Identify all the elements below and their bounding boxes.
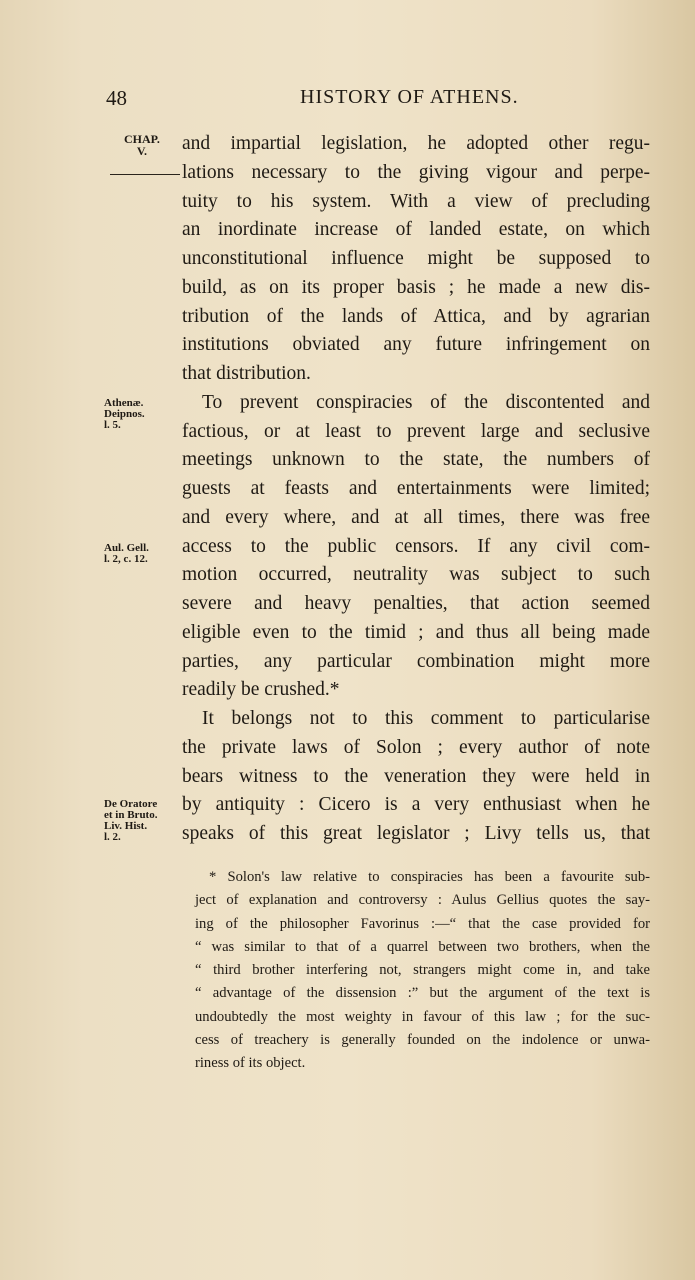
body-line: severe and heavy penalties, that action seemed xyxy=(182,593,650,614)
body-line: readily be crushed.* xyxy=(182,679,340,701)
body-line: unconstitutional influence might be supposed to xyxy=(182,248,650,269)
footnote-line: undoubtedly the most weighty in favour of this law ; for the suc- xyxy=(195,1008,650,1025)
body-line: factious, or at least to prevent large and seclusive xyxy=(182,420,650,442)
body-line: motion occurred, neutrality was subject to such xyxy=(182,564,650,586)
footnote-line: cess of treachery is generally founded on the indolence or unwa- xyxy=(195,1032,650,1049)
footnote-line: riness of its object. xyxy=(195,1055,306,1072)
body-line: lations necessary to the giving vigour and perpe- xyxy=(182,161,650,183)
margin-note-line: Aul. Gell. xyxy=(104,542,149,554)
footnote-line: ing of the philosopher Favorinus :—“ that the case provided for xyxy=(195,915,650,932)
page-header xyxy=(0,86,695,116)
chapter-label-number: V. xyxy=(136,144,148,158)
body-line: eligible even to the timid ; and thus all being made xyxy=(182,621,650,643)
body-line: speaks of this great legislator ; Livy tells us, that xyxy=(182,823,650,844)
footnote-line: ject of explanation and controversy : Aulus Gellius quotes the say- xyxy=(195,892,650,909)
margin-note-line: l. 5. xyxy=(104,419,121,431)
margin-note-gellius xyxy=(104,543,149,565)
body-line: guests at feasts and entertainments were limited; xyxy=(182,478,650,499)
margin-note-line: Athenæ. xyxy=(104,397,144,409)
body-line: and impartial legislation, he adopted other regu- xyxy=(182,133,650,154)
margin-note-line: l. 2, c. 12. xyxy=(104,553,148,565)
body-text xyxy=(182,130,650,849)
margin-note-line: De Oratore xyxy=(104,798,158,810)
body-line: an inordinate increase of landed estate, on which xyxy=(182,219,650,241)
chapter-label-word: CHAP. xyxy=(124,132,160,146)
margin-note-line: l. 2. xyxy=(104,831,121,843)
body-line: It belongs not to this comment to particularise xyxy=(202,708,650,729)
running-head: HISTORY OF ATHENS. xyxy=(300,86,519,108)
margin-note-line: et in Bruto. xyxy=(104,809,158,821)
chapter-rule xyxy=(110,174,180,175)
body-line: by antiquity : Cicero is a very enthusiast when he xyxy=(182,794,650,816)
body-line: tribution of the lands of Attica, and by agrarian xyxy=(182,305,650,327)
footnote-line: “ was similar to that of a quarrel between two brothers, when the xyxy=(195,938,650,955)
body-line: institutions obviated any future infringement on xyxy=(182,334,650,356)
body-line: build, as on its proper basis ; he made a new dis- xyxy=(182,276,650,298)
body-line: To prevent conspiracies of the discontented and xyxy=(202,391,650,413)
margin-note-athenaeus xyxy=(104,398,145,431)
footnote-line: “ advantage of the dissension :” but the argument of the text is xyxy=(195,985,650,1002)
body-line: bears witness to the veneration they were held in xyxy=(182,765,650,787)
footnote xyxy=(195,866,650,1076)
margin-note-cicero-livy xyxy=(104,799,157,843)
page-number: 48 xyxy=(106,86,127,110)
body-line: the private laws of Solon ; every author of note xyxy=(182,736,650,758)
footnote-line: “ third brother interfering not, strangers might come in, and take xyxy=(195,962,650,979)
body-line: access to the public censors. If any civil com- xyxy=(182,535,650,557)
body-line: meetings unknown to the state, the numbers of xyxy=(182,449,650,471)
body-line: that distribution. xyxy=(182,363,311,384)
chapter-label xyxy=(124,133,160,157)
body-line: parties, any particular combination might more xyxy=(182,650,650,672)
margin-note-line: Liv. Hist. xyxy=(104,820,148,832)
body-line: and every where, and at all times, there was free xyxy=(182,506,650,528)
footnote-line: * Solon's law relative to conspiracies has been a favourite sub- xyxy=(209,869,650,885)
body-line: tuity to his system. With a view of precluding xyxy=(182,190,650,212)
margin-note-line: Deipnos. xyxy=(104,408,145,420)
